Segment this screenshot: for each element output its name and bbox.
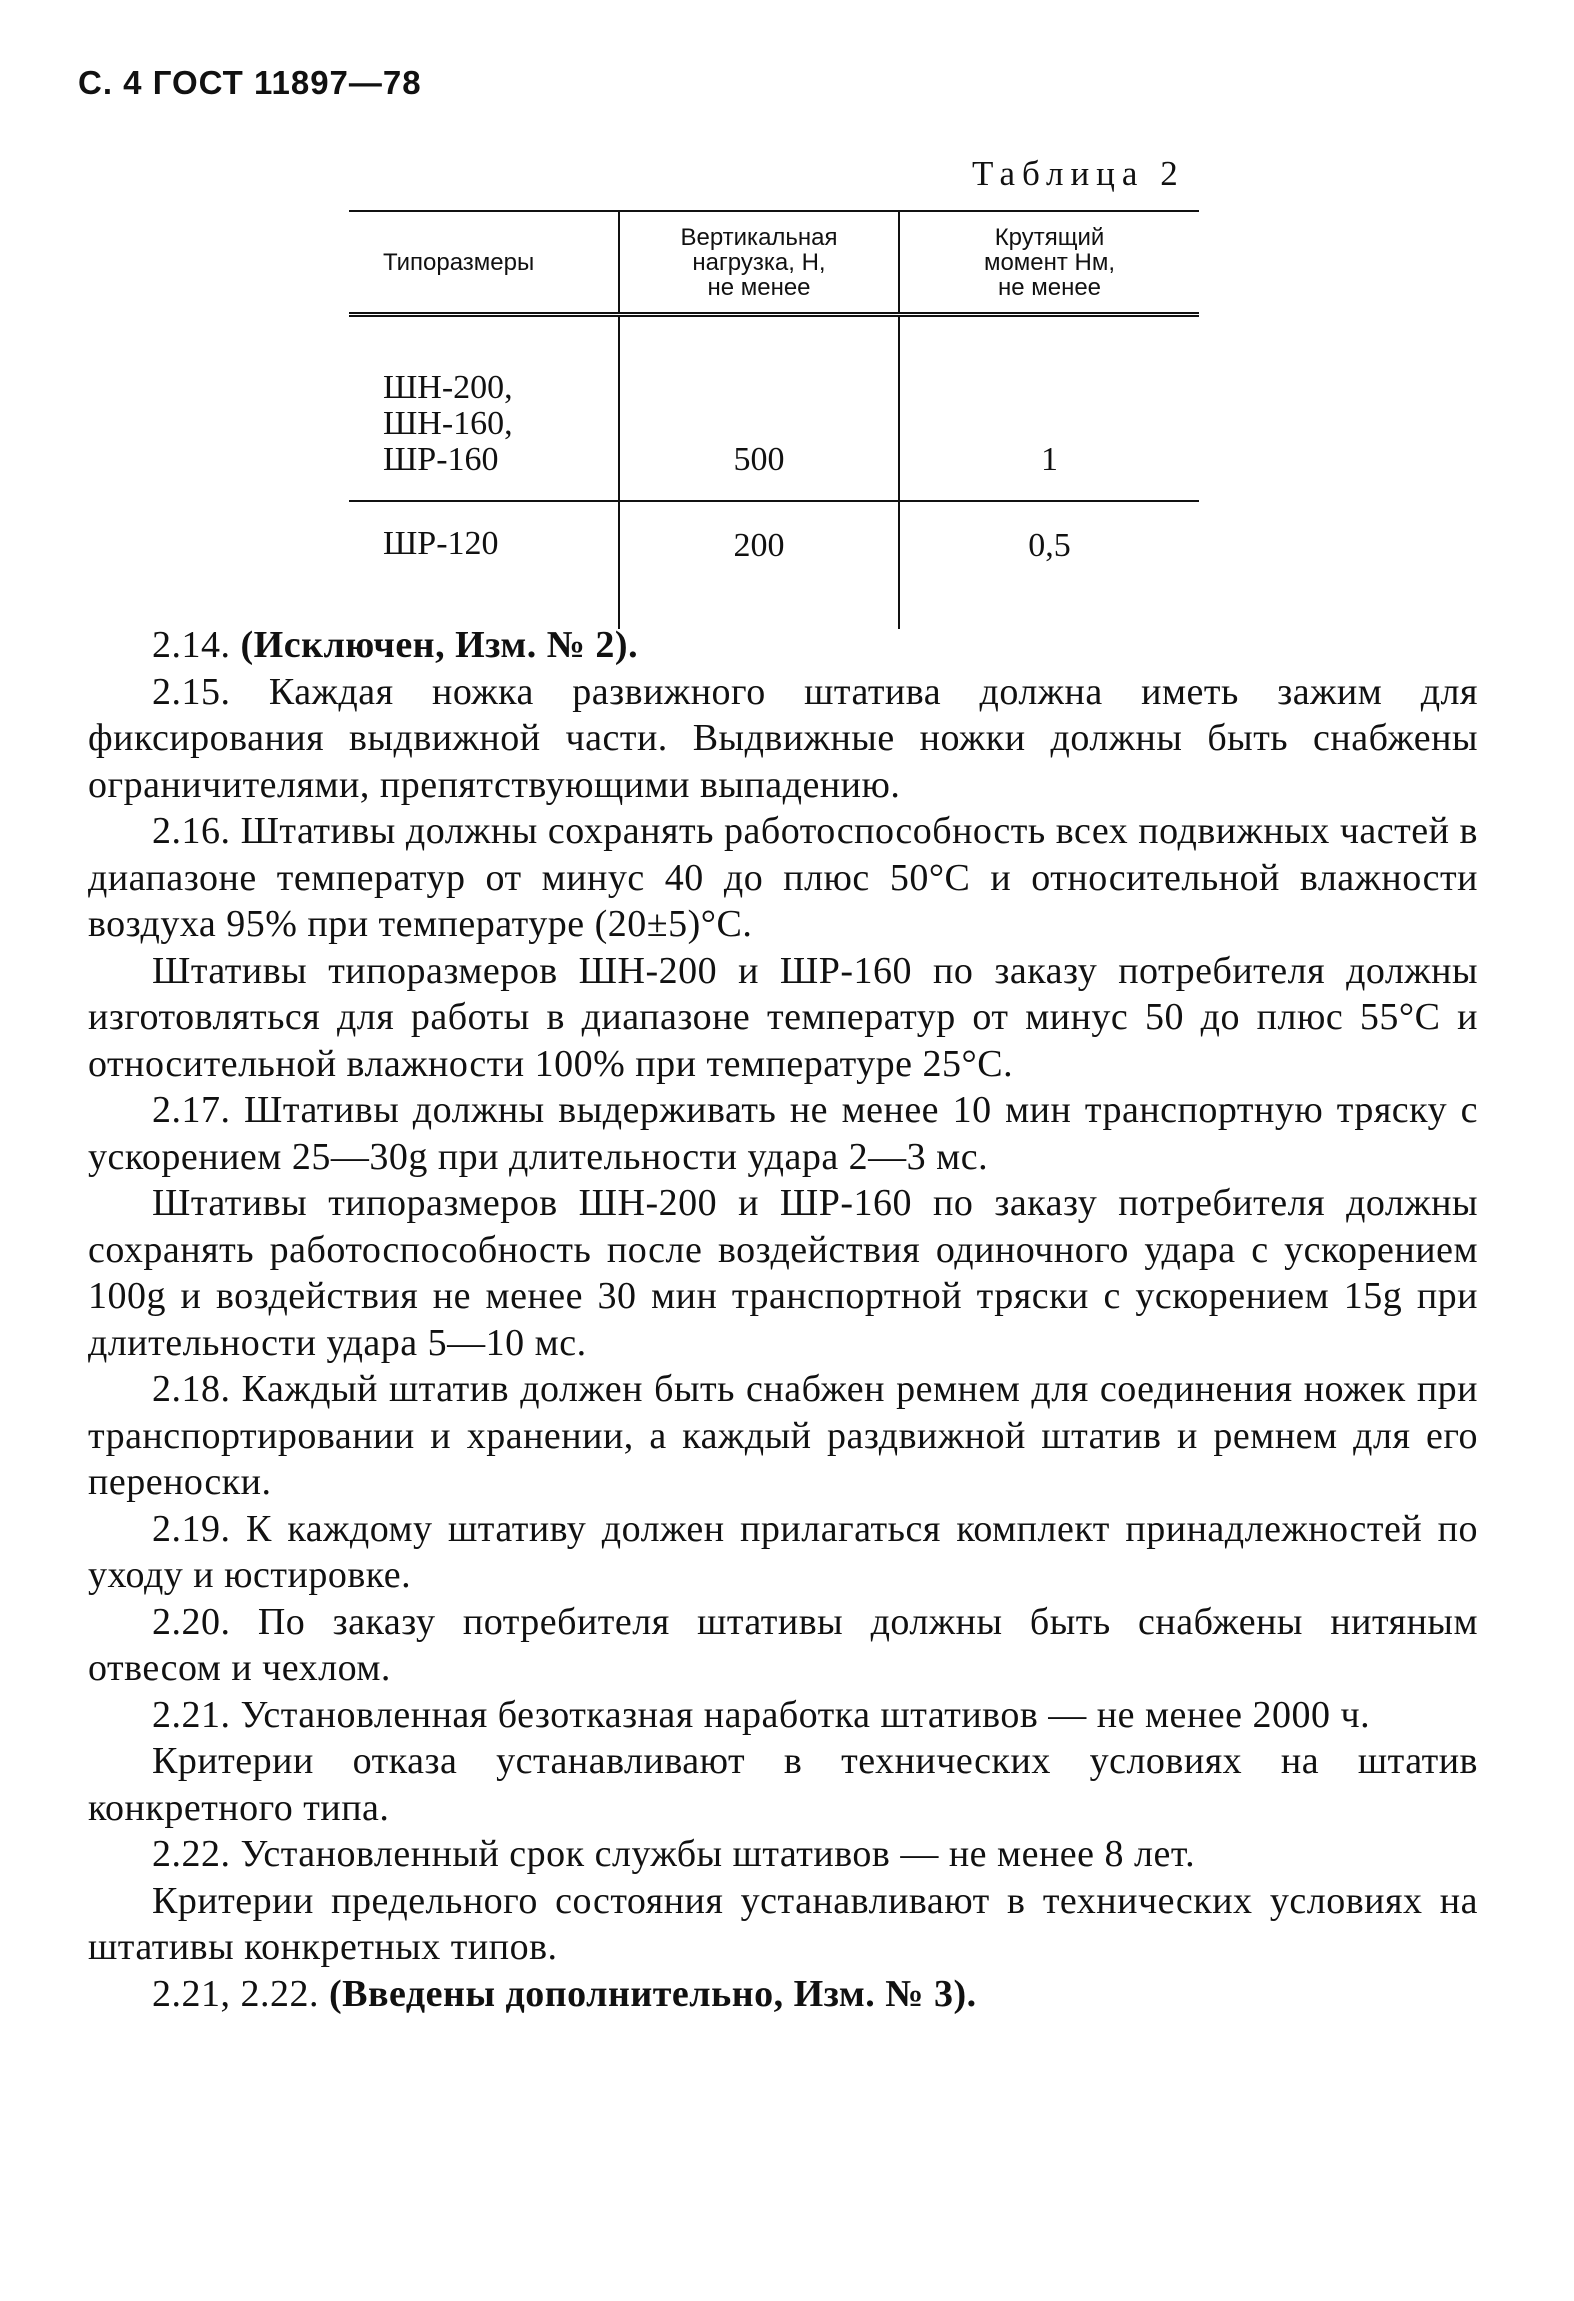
column-header-torque: Крутящий момент Нм, не менее: [899, 211, 1199, 315]
paragraph-2-22: 2.22. Установленный срок службы штативов — не менее 8 лет.: [152, 1833, 1196, 1875]
cell-type: ШН-200, ШН-160, ШР-160: [383, 369, 513, 478]
paragraph-2-22-b: Критерии предельного состояния устанавливают в технических условиях на штативы конкретных типов.: [88, 1879, 1478, 1968]
cell-load: 500: [619, 315, 899, 502]
table-row: [349, 315, 1199, 502]
cell-torque: 0,5: [899, 501, 1199, 629]
cell-torque: 1: [899, 315, 1199, 502]
cell-type: ШР-120: [383, 525, 499, 562]
body-text: [88, 622, 1478, 2017]
table-2: [349, 210, 1199, 629]
running-head: С. 4 ГОСТ 11897—78: [78, 64, 422, 101]
paragraph-2-15: 2.15. Каждая ножка развижного штатива должна иметь зажим для фиксирования выдвижной части. Выдвижные ножки должны быть снабжены ограничителями, препятствующими выпадению.: [88, 670, 1478, 806]
paragraph-2-21-b: Критерии отказа устанавливают в технических условиях на штатив конкретного типа.: [88, 1740, 1478, 1829]
paragraph-2-17-b: Штативы типоразмеров ШН-200 и ШР-160 по заказу потребителя должны сохранять работоспособность после воздействия одиночного удара с ускорением 100g и воздействия не менее 30 мин транспортной тряски с ускорением 15g при длительности удара 5—10 мс.: [88, 1182, 1478, 1364]
amendment-note: (Исключен, Изм. № 2).: [240, 624, 639, 666]
paragraph-2-16: 2.16. Штативы должны сохранять работоспособность всех подвижных частей в диапазоне температур от минус 40 до плюс 50°С и относительной влажности воздуха 95% при температуре (20±5)°С.: [88, 810, 1478, 945]
paragraph-2-19: 2.19. К каждому штативу должен прилагаться комплект принадлежностей по уходу и юстировке.: [88, 1507, 1478, 1596]
amendment-note: (Введены дополнительно, Изм. № 3).: [329, 1972, 977, 2015]
paragraph-amendment-final: [88, 1971, 1478, 2018]
table-row: [349, 501, 1199, 629]
table-header-row: [349, 211, 1199, 315]
paragraph-number: 2.21, 2.22.: [152, 1972, 319, 2015]
paragraph-2-20: 2.20. По заказу потребителя штативы должны быть снабжены нитяным отвесом и чехлом.: [88, 1600, 1478, 1689]
column-header-load: Вертикальная нагрузка, Н, не менее: [619, 211, 899, 315]
cell-load: 200: [619, 501, 899, 629]
paragraph-2-14: [88, 622, 1478, 669]
paragraph-2-18: 2.18. Каждый штатив должен быть снабжен ремнем для соединения ножек при транспортировании и хранении, а каждый раздвижной штатив и ремнем для его переноски.: [88, 1368, 1478, 1503]
table-caption: Таблица 2: [972, 154, 1185, 193]
paragraph-number: 2.14.: [152, 624, 231, 666]
paragraph-2-16-b: Штативы типоразмеров ШН-200 и ШР-160 по заказу потребителя должны изготовляться для работы в диапазоне температур от минус 50 до плюс 55°С и относительной влажности 100% при температуре 25°С.: [88, 949, 1478, 1085]
paragraph-2-17: 2.17. Штативы должны выдерживать не менее 10 мин транспортную тряску с ускорением 25—30g при длительности удара 2—3 мс.: [88, 1089, 1478, 1178]
paragraph-2-21: 2.21. Установленная безотказная наработка штативов — не менее 2000 ч.: [152, 1693, 1371, 1736]
column-header-type: Типоразмеры: [383, 248, 535, 276]
